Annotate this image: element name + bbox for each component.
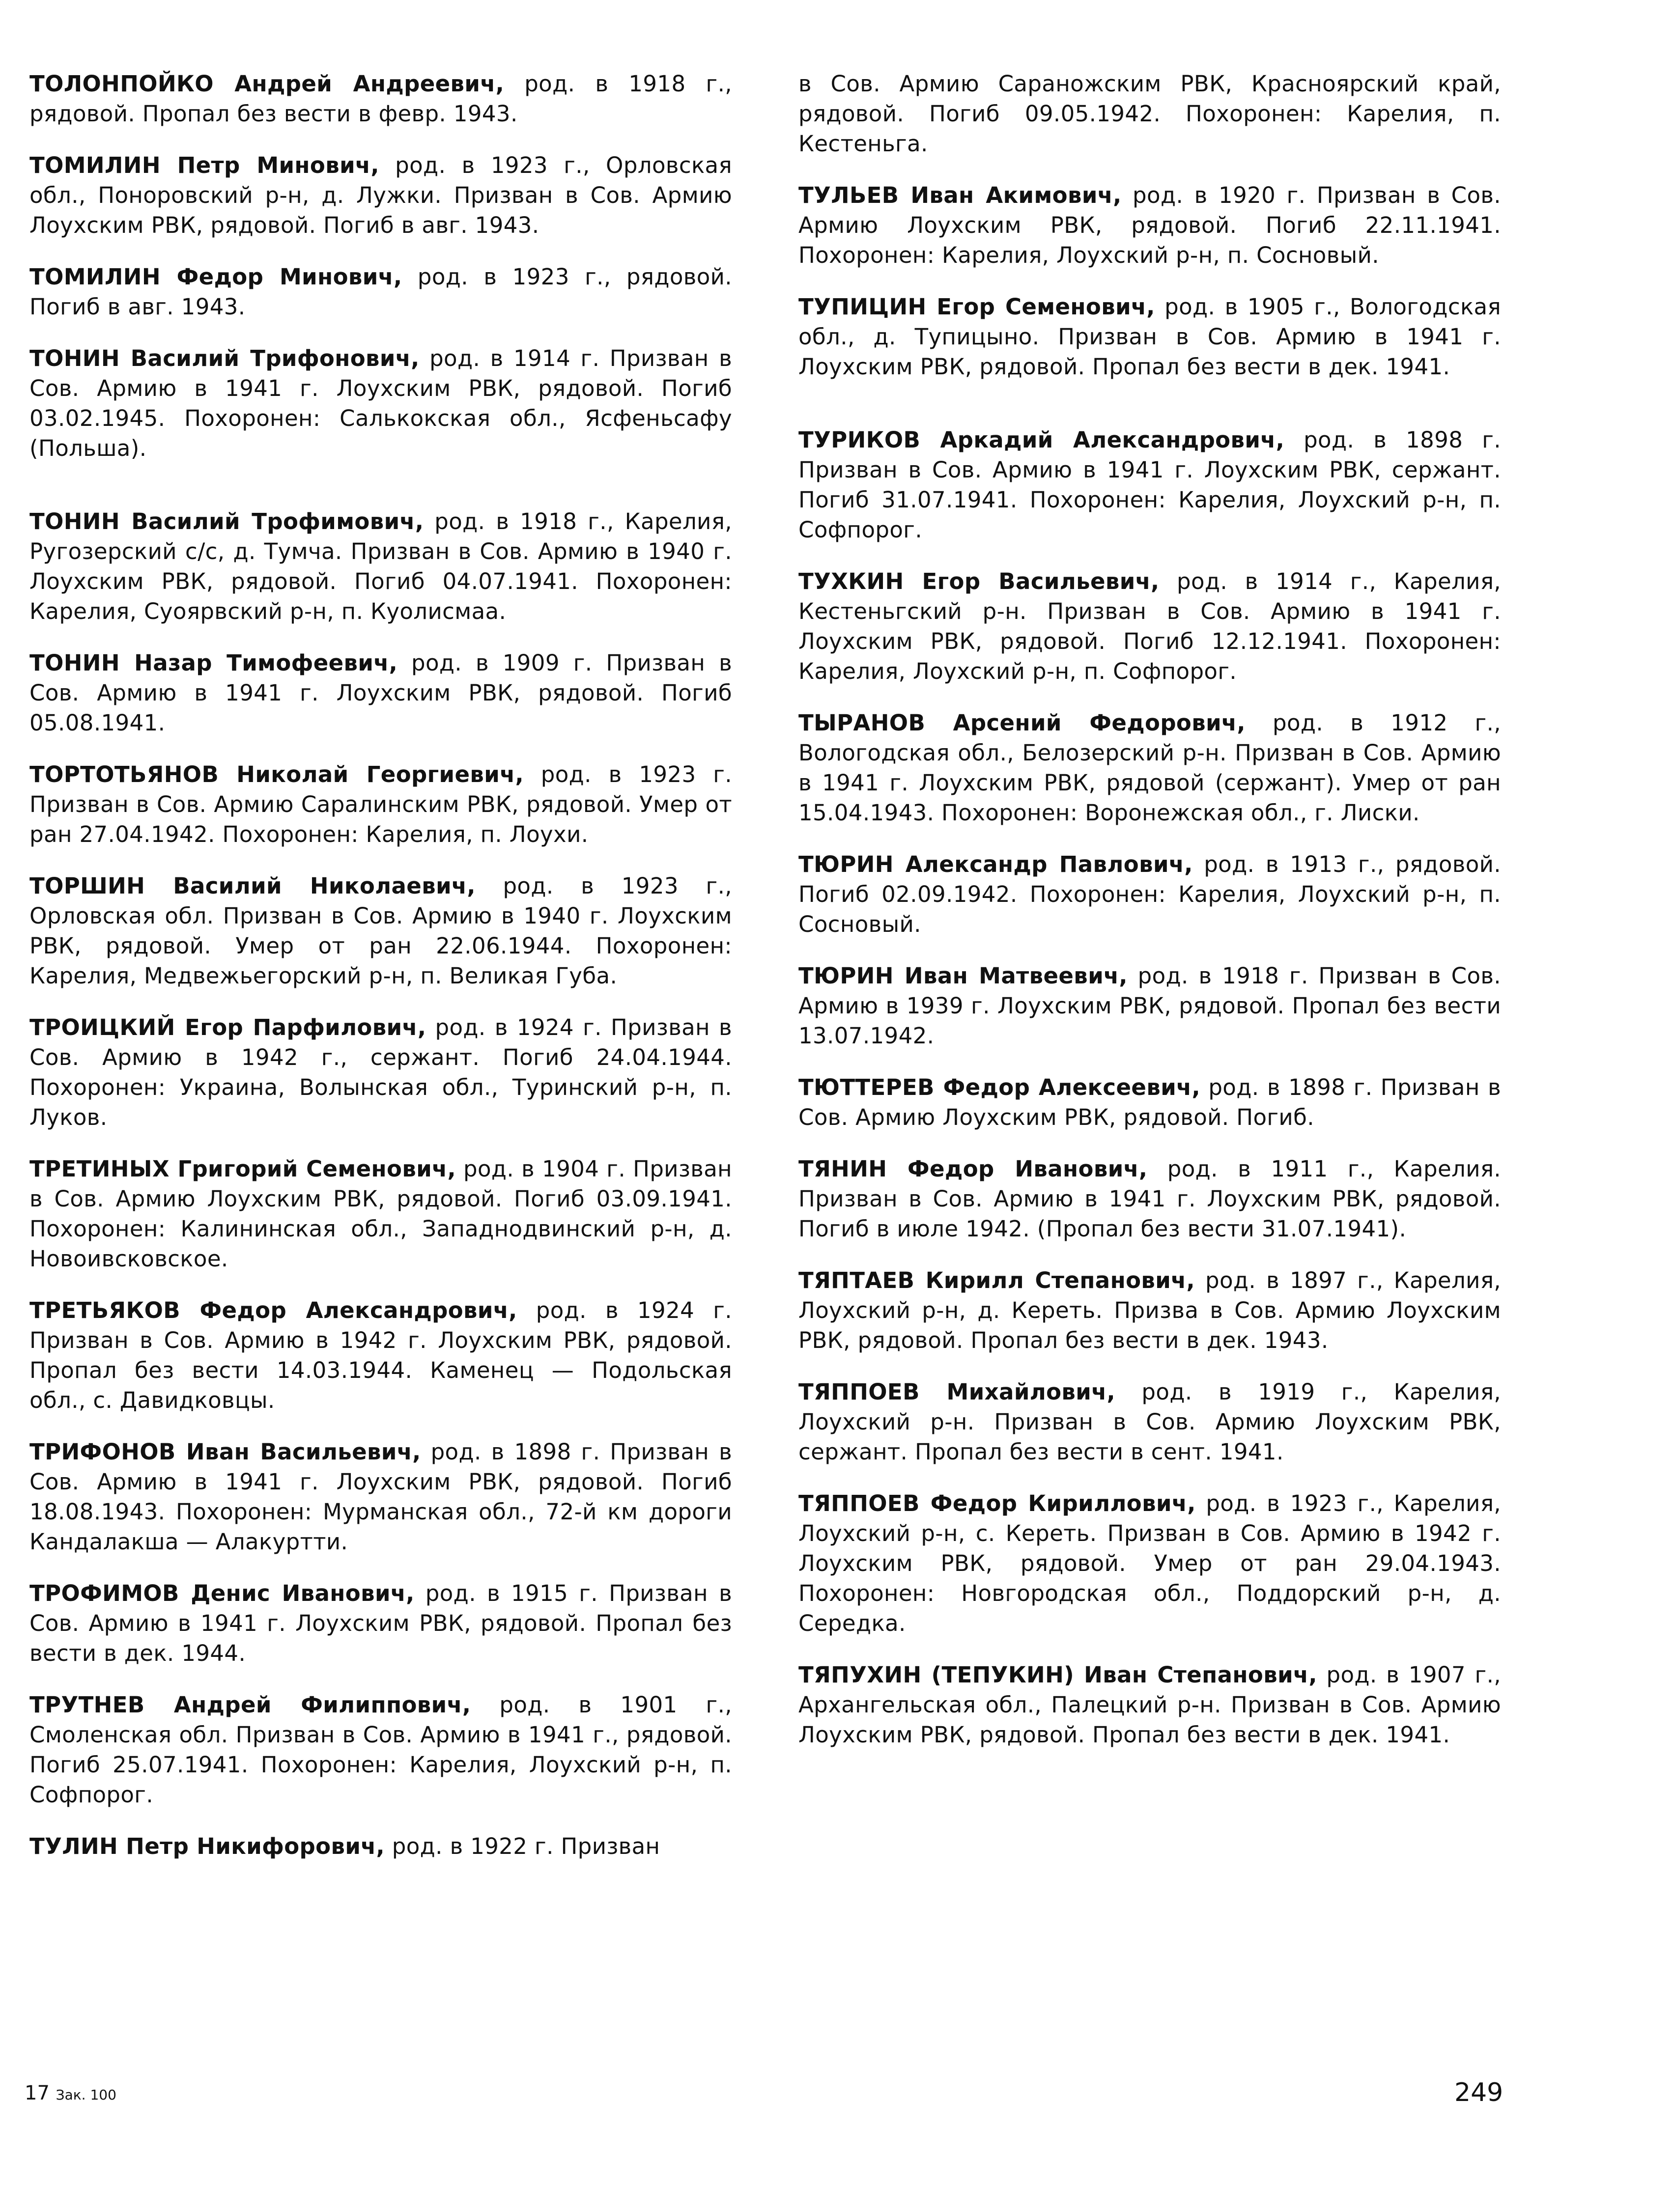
entry-text: в Сов. Армию Сараножским РВК, Красноярский край, рядовой. Погиб 09.05.1942. Похоронен: Карелия, п. Кестеньга.: [798, 71, 1501, 157]
list-item: [798, 566, 1501, 686]
entry-name: ТУХКИН Егор Васильевич,: [798, 568, 1160, 594]
entry-name: ТРОИЦКИЙ Егор Парфилович,: [29, 1014, 426, 1040]
list-item: [29, 150, 732, 240]
entry-name: ТЯППОЕВ Федор Кириллович,: [798, 1490, 1196, 1516]
entry-name: ТОМИЛИН Федор Минович,: [29, 264, 402, 290]
entry-text: род. в 1922 г. Призван: [385, 1833, 660, 1859]
list-item-continuation: [798, 69, 1501, 159]
entry-text: род. в 1918 г., Карелия, Ругозерский с/с, д. Тумча. Призван в Сов. Армию в 1940 г. Лоухским РВК, рядовой. Погиб 04.07.1941. Похоронен: Карелия, Суоярвский р-н, п. Куолисмаа.: [29, 508, 732, 624]
entry-name: ТРИФОНОВ Иван Васильевич,: [29, 1439, 421, 1465]
entry-text: род. в 1924 г. Призван в Сов. Армию в 1942 г. Лоухским РВК, рядовой. Пропал без вести 14.03.1944. Каменец — Подольская обл., с. Давидковцы.: [29, 1297, 732, 1413]
list-item: [29, 262, 732, 322]
entry-text: род. в 1898 г. Призван в Сов. Армию в 1941 г. Лоухским РВК, сержант. Погиб 31.07.1941. Похоронен: Карелия, Лоухский р-н, п. Софпорог.: [798, 427, 1501, 543]
entry-name: ТЮРИН Александр Павлович,: [798, 851, 1193, 877]
entry-text: род. в 1898 г. Призван в Сов. Армию в 1941 г. Лоухским РВК, рядовой. Погиб 18.08.1943. Похоронен: Мурманская обл., 72-й км дороги Кандалакша — Алакуртти.: [29, 1439, 732, 1555]
entry-text: род. в 1904 г. Призван в Сов. Армию Лоухским РВК, рядовой. Погиб 03.09.1941. Похоронен: Калининская обл., Западнодвинский р-н, д. Новоивсковское.: [29, 1156, 732, 1272]
entry-name: ТОНИН Назар Тимофеевич,: [29, 650, 398, 676]
entry-text: род. в 1901 г., Смоленская обл. Призван в Сов. Армию в 1941 г., рядовой. Погиб 25.07.1941. Похоронен: Карелия, Лоухский р-н, п. Софпорог.: [29, 1692, 732, 1808]
entry-name: ТЯНИН Федор Иванович,: [798, 1156, 1148, 1182]
entry-name: ТОНИН Василий Трофимович,: [29, 508, 424, 534]
list-item: [798, 1488, 1501, 1638]
list-item: [798, 292, 1501, 382]
signature-number: 17: [25, 2082, 50, 2104]
entry-text: род. в 1918 г., рядовой. Пропал без вести в февр. 1943.: [29, 71, 732, 127]
entry-name: ТРОФИМОВ Денис Иванович,: [29, 1580, 415, 1606]
left-column: [29, 69, 732, 1883]
entry-text: род. в 1923 г., рядовой. Погиб в авг. 1943.: [29, 264, 732, 320]
entry-text: род. в 1914 г. Призван в Сов. Армию в 1941 г. Лоухским РВК, рядовой. Погиб 03.02.1945. Похоронен: Салькокская обл., Ясфеньсафу (Польша).: [29, 345, 732, 461]
list-item: [29, 648, 732, 738]
list-item: [29, 1831, 732, 1861]
list-item: [798, 708, 1501, 828]
list-item: [798, 1377, 1501, 1467]
entry-name: ТЮРИН Иван Матвеевич,: [798, 963, 1128, 989]
entry-name: ТУЛИН Петр Никифорович,: [29, 1833, 385, 1859]
entry-name: ТОРШИН Василий Николаевич,: [29, 873, 476, 899]
right-column: [798, 69, 1501, 1771]
entry-text: род. в 1920 г. Призван в Сов. Армию Лоухским РВК, рядовой. Погиб 22.11.1941. Похоронен: Карелия, Лоухский р-н, п. Сосновый.: [798, 182, 1501, 268]
entry-name: ТУРИКОВ Аркадий Александрович,: [798, 427, 1285, 453]
list-item: [29, 1012, 732, 1132]
list-item: [29, 69, 732, 129]
entry-name: ТОМИЛИН Петр Минович,: [29, 152, 379, 178]
entry-name: ТУЛЬЕВ Иван Акимович,: [798, 182, 1122, 208]
list-item: [798, 180, 1501, 270]
entry-name: ТУПИЦИН Егор Семенович,: [798, 294, 1155, 320]
entry-text: род. в 1909 г. Призван в Сов. Армию в 1941 г. Лоухским РВК, рядовой. Погиб 05.08.1941.: [29, 650, 732, 736]
entry-name: ТЯППОЕВ Михайлович,: [798, 1379, 1116, 1405]
list-item: [798, 1660, 1501, 1750]
entry-text: род. в 1923 г., Орловская обл., Поноровский р-н, д. Лужки. Призван в Сов. Армию Лоухским РВК, рядовой. Погиб в авг. 1943.: [29, 152, 732, 238]
entry-name: ТЯПУХИН (ТЕПУКИН) Иван Степанович,: [798, 1662, 1317, 1688]
list-item: [29, 1154, 732, 1274]
entry-name: ТЮТТЕРЕВ Федор Алексеевич,: [798, 1074, 1200, 1100]
entry-name: ТОЛОНПОЙКО Андрей Андреевич,: [29, 71, 505, 97]
list-item: [29, 1295, 732, 1415]
entry-text: род. в 1915 г. Призван в Сов. Армию в 1941 г. Лоухским РВК, рядовой. Пропал без вести в дек. 1944.: [29, 1580, 732, 1666]
entry-text: род. в 1923 г., Карелия, Лоухский р-н, с. Кереть. Призван в Сов. Армию в 1942 г. Лоухским РВК, рядовой. Умер от ран 29.04.1943. Похоронен: Новгородская обл., Поддорский р-н, д. Середка.: [798, 1490, 1502, 1636]
entry-text: род. в 1911 г., Карелия. Призван в Сов. Армию в 1941 г. Лоухским РВК, рядовой. Погиб в июле 1942. (Пропал без вести 31.07.1941).: [798, 1156, 1502, 1242]
entry-name: ТЯПТАЕВ Кирилл Степанович,: [798, 1267, 1195, 1293]
list-item: [798, 1265, 1501, 1355]
entry-text: род. в 1918 г. Призван в Сов. Армию в 1939 г. Лоухским РВК, рядовой. Пропал без вести 13.07.1942.: [798, 963, 1502, 1049]
list-item: [29, 343, 732, 463]
list-item: [29, 506, 732, 626]
entry-name: ТРУТНЕВ Андрей Филиппович,: [29, 1692, 471, 1718]
entry-name: ТОНИН Василий Трифонович,: [29, 345, 420, 371]
entry-name: ТРЕТЬЯКОВ Федор Александрович,: [29, 1297, 517, 1323]
entry-name: ТЫРАНОВ Арсений Федорович,: [798, 710, 1246, 736]
entry-name: ТОРТОТЬЯНОВ Николай Георгиевич,: [29, 761, 524, 787]
entry-text: род. в 1905 г., Вологодская обл., д. Тупицыно. Призван в Сов. Армию в 1941 г. Лоухским РВК, рядовой. Пропал без вести в дек. 1941.: [798, 294, 1501, 380]
list-item: [798, 1154, 1501, 1244]
list-item: [798, 425, 1501, 545]
entry-text: род. в 1914 г., Карелия, Кестеньгский р-н. Призван в Сов. Армию в 1941 г. Лоухским РВК, рядовой. Погиб 12.12.1941. Похоронен: Карелия, Лоухский р-н, п. Софпорог.: [798, 568, 1502, 684]
entry-text: род. в 1913 г., рядовой. Погиб 02.09.1942. Похоронен: Карелия, Лоухский р-н, п. Сосновый.: [798, 851, 1501, 937]
entry-text: род. в 1912 г., Вологодская обл., Белозерский р-н. Призван в Сов. Армию в 1941 г. Лоухским РВК, рядовой (сержант). Умер от ран 15.04.1943. Похоронен: Воронежская обл., г. Лиски.: [798, 710, 1501, 826]
list-item: [798, 1072, 1501, 1132]
list-item: [29, 1690, 732, 1810]
entry-text: род. в 1924 г. Призван в Сов. Армию в 1942 г., сержант. Погиб 24.04.1944. Похоронен: Украина, Волынская обл., Туринский р-н, п. Луков.: [29, 1014, 732, 1130]
entry-text: род. в 1897 г., Карелия, Лоухский р-н, д. Кереть. Призва в Сов. Армию Лоухским РВК, рядовой. Пропал без вести в дек. 1943.: [798, 1267, 1501, 1353]
page-number: 249: [1454, 2078, 1504, 2107]
list-item: [29, 1578, 732, 1668]
list-item: [29, 871, 732, 991]
spacer: [29, 485, 732, 506]
list-item: [798, 961, 1501, 1051]
entry-text: род. в 1898 г. Призван в Сов. Армию Лоухским РВК, рядовой. Погиб.: [798, 1074, 1501, 1130]
list-item: [29, 1437, 732, 1557]
spacer: [798, 403, 1501, 425]
entry-text: род. в 1923 г., Орловская обл. Призван в Сов. Армию в 1940 г. Лоухским РВК, рядовой. Умер от ран 22.06.1944. Похоронен: Карелия, Медвежьегорский р-н, п. Великая Губа.: [29, 873, 732, 989]
entry-text: род. в 1919 г., Карелия, Лоухский р-н. Призван в Сов. Армию Лоухским РВК, сержант. Пропал без вести в сент. 1941.: [798, 1379, 1501, 1465]
list-item: [29, 759, 732, 849]
entry-name: ТРЕТИНЫХ Григорий Семенович,: [29, 1156, 456, 1182]
printer-signature: [25, 2082, 116, 2104]
signature-text: Зак. 100: [56, 2087, 116, 2103]
list-item: [798, 849, 1501, 939]
entry-text: род. в 1907 г., Архангельская обл., Палецкий р-н. Призван в Сов. Армию Лоухским РВК, рядовой. Пропал без вести в дек. 1941.: [798, 1662, 1501, 1748]
entry-text: род. в 1923 г. Призван в Сов. Армию Саралинским РВК, рядовой. Умер от ран 27.04.1942. Похоронен: Карелия, п. Лоухи.: [29, 761, 732, 847]
